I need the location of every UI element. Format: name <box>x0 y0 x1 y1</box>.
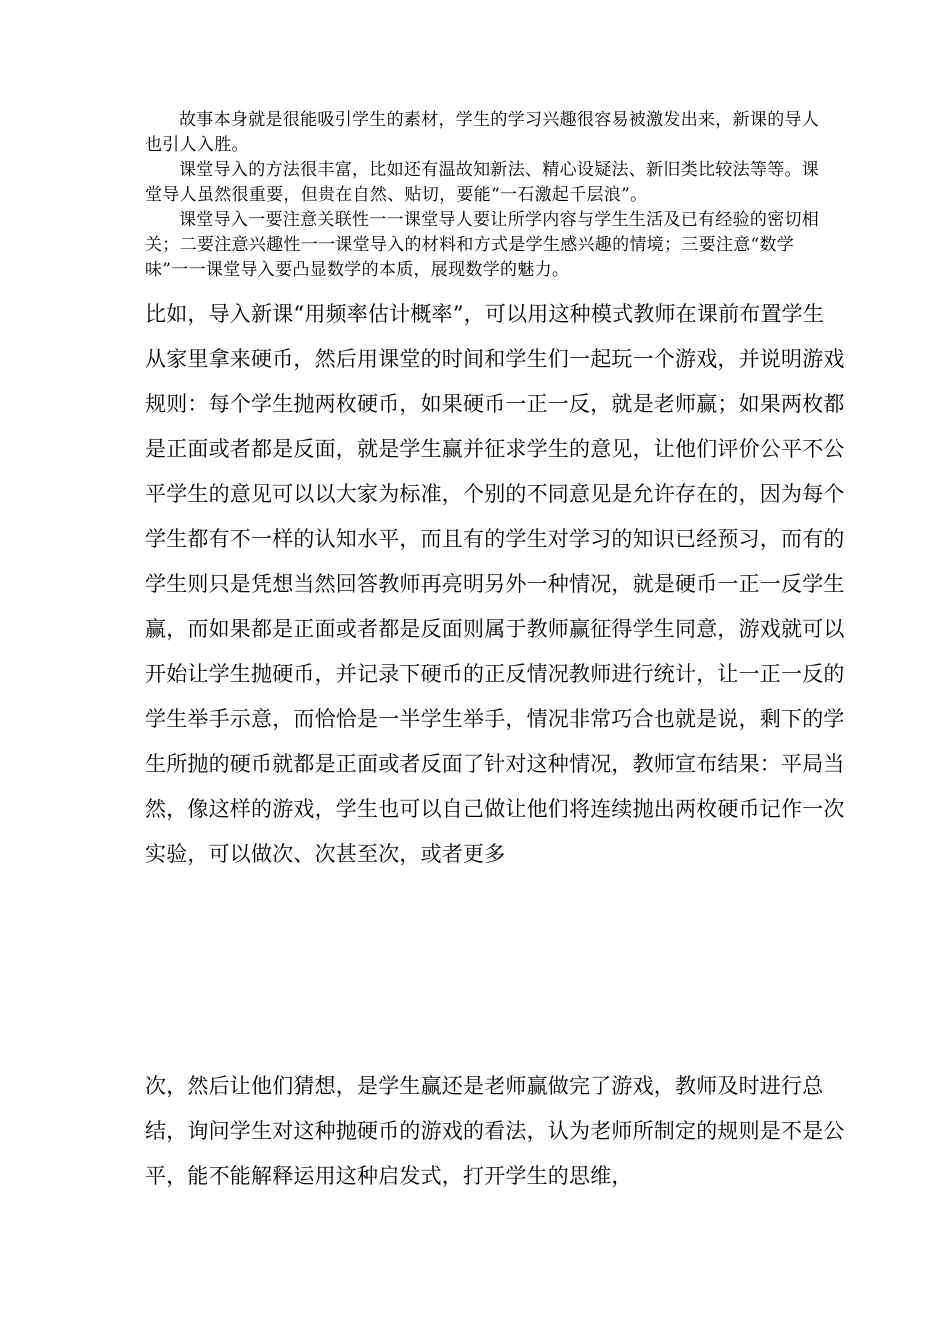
paragraph-coin-game-example: 比如，导入新课“用频率估计概率”，可以用这种模式教师在课前布置学生从家里拿来硬币，然后用课堂的时间和学生们一起玩一个游戏，并说明游戏规则：每个学生抛两枚硬币，如果硬币一正一反，就是老师赢；如果两枚都是正面或者都是反面，就是学生赢并征求学生的意见，让他们评价公平不公平学生的意见可以以大家为标准，个别的不同意见是允许存在的，因为每个学生都有不一样的认知水平，而且有的学生对学习的知识已经预习，而有的学生则只是凭想当然回答教师再亮明另外一种情况，就是硬币一正一反学生赢，而如果都是正面或者都是反面则属于教师赢征得学生同意，游戏就可以开始让学生抛硬币，并记录下硬币的正反情况教师进行统计，让一正一反的学生举手示意，而恰恰是一半学生举手，情况非常巧合也就是说，剩下的学生所抛的硬币就都是正面或者反面了针对这种情况，教师宣布结果：平局当然，像这样的游戏，学生也可以自己做让他们将连续抛出两枚硬币记作一次实验，可以做次、次甚至次，或者更多 <box>145 302 845 866</box>
paragraph-coin-game-summary: 次，然后让他们猜想，是学生赢还是老师赢做完了游戏，教师及时进行总结，询问学生对这种抛硬币的游戏的看法，认为老师所制定的规则是不是公平，能不能解释运用这种启发式，打开学生的思维， <box>145 1074 845 1188</box>
paragraph-introduction-methods: 课堂导入的方法很丰富，比如还有温故知新法、精心设疑法、新旧类比较法等等。课堂导人虽然很重要，但贵在自然、贴切，要能“一石激起千层浪”。 <box>145 160 820 205</box>
paragraph-introduction-principles: 课堂导入一要注意关联性一一课堂导人要让所学内容与学生生活及已有经验的密切相关；二要注意兴趣性一一课堂导入的材料和方式是学生感兴趣的情境；三要注意“数学味”一一课堂导入要凸显数学的本质，展现数学的魅力。 <box>145 210 820 280</box>
paragraph-story-material: 故事本身就是很能吸引学生的素材，学生的学习兴趣很容易被激发出来，新课的导人也引人入胜。 <box>145 110 820 155</box>
